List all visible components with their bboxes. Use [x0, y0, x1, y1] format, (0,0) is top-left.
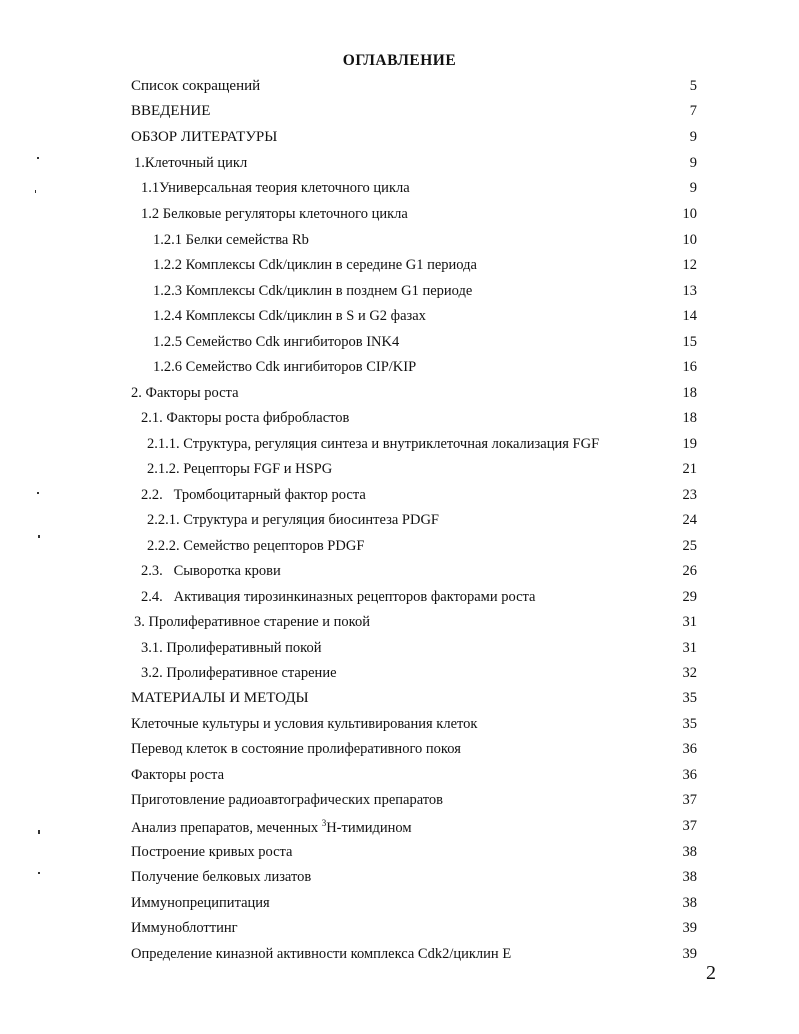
toc-entry-page: 15 — [682, 334, 697, 350]
toc-entry-label: 3. Пролиферативное старение и покой — [134, 614, 370, 630]
toc-entry-label: 2. Факторы роста — [131, 385, 239, 401]
toc-entry-label: МАТЕРИАЛЫ И МЕТОДЫ — [131, 690, 309, 706]
toc-entry-label: Факторы роста — [131, 767, 225, 783]
toc-entry — [0, 818, 799, 840]
toc-entry-page: 38 — [682, 844, 697, 860]
toc-entry — [0, 512, 799, 534]
toc-entry-label: 2.1.1. Структура, регуляция синтеза и внутриклеточная локализация FGF — [147, 436, 600, 452]
toc-entry-label: 1.2.1 Белки семейства Rb — [153, 232, 309, 248]
toc-entry-label: 2.2.2. Семейство рецепторов PDGF — [147, 538, 365, 554]
toc-entry-page: 37 — [682, 818, 697, 834]
toc-entry-label: Иммуноблоттинг — [131, 920, 238, 936]
toc-entry — [0, 589, 799, 611]
toc-entry-label: Список сокращений — [131, 78, 261, 94]
toc-entry — [0, 129, 799, 151]
toc-entry — [0, 614, 799, 636]
toc-entry — [0, 283, 799, 305]
toc-entry-label: 2.1. Факторы роста фибробластов — [141, 410, 350, 426]
toc-entry — [0, 257, 799, 279]
toc-entry — [0, 155, 799, 177]
toc-entry-page: 19 — [682, 436, 697, 452]
toc-entry-label: 2.2. Тромбоцитарный фактор роста — [141, 487, 366, 503]
toc-entry — [0, 436, 799, 458]
toc-entry-label: Определение киназной активности комплекса Cdk2/циклин Е — [131, 946, 512, 962]
toc-entry-page: 9 — [689, 129, 697, 145]
toc-entry-page: 5 — [689, 78, 697, 94]
toc-entry-label: Перевод клеток в состояние пролиферативного покоя — [131, 741, 461, 757]
scan-speck — [37, 157, 39, 159]
toc-entry — [0, 410, 799, 432]
toc-entry-label: Иммунопреципитация — [131, 895, 270, 911]
toc-entry-page: 39 — [682, 946, 697, 962]
toc-entry — [0, 690, 799, 712]
toc-entry — [0, 232, 799, 254]
toc-entry-page: 36 — [682, 741, 697, 757]
toc-entry-page: 25 — [682, 538, 697, 554]
toc-entry-label: 1.2.6 Семейство Cdk ингибиторов CIP/KIP — [153, 359, 417, 375]
toc-entry-page: 38 — [682, 869, 697, 885]
toc-entry — [0, 78, 799, 100]
toc-entry — [0, 869, 799, 891]
toc-entry-page: 10 — [682, 206, 697, 222]
toc-entry — [0, 563, 799, 585]
toc-entry-label: ВВЕДЕНИЕ — [131, 103, 211, 119]
toc-entry — [0, 665, 799, 687]
toc-entry — [0, 844, 799, 866]
toc-entry-page: 38 — [682, 895, 697, 911]
toc-entry-page: 31 — [682, 614, 697, 630]
toc-entry — [0, 487, 799, 509]
toc-entry-label: 2.3. Сыворотка крови — [141, 563, 281, 579]
scan-speck — [37, 492, 39, 494]
toc-entry — [0, 103, 799, 125]
toc-entry-page: 14 — [682, 308, 697, 324]
toc-entry-label: Получение белковых лизатов — [131, 869, 312, 885]
scan-speck — [38, 872, 40, 874]
page-title: ОГЛАВЛЕНИЕ — [342, 52, 457, 69]
toc-entry-label: 1.Клеточный цикл — [134, 155, 248, 171]
toc-entry-page: 35 — [682, 716, 697, 732]
toc-entry-label: Построение кривых роста — [131, 844, 293, 860]
toc-entry-page: 9 — [689, 155, 697, 171]
toc-entry — [0, 359, 799, 381]
toc-entry — [0, 385, 799, 407]
toc-entry-page: 32 — [682, 665, 697, 681]
toc-entry-label: 2.1.2. Рецепторы FGF и HSPG — [147, 461, 333, 477]
toc-entry — [0, 180, 799, 202]
toc-entry — [0, 946, 799, 968]
toc-entry-page: 13 — [682, 283, 697, 299]
toc-entry-page: 31 — [682, 640, 697, 656]
toc-entry-label: 3.2. Пролиферативное старение — [141, 665, 337, 681]
toc-entry-label: 1.2.2 Комплексы Cdk/циклин в середине G1 периода — [153, 257, 477, 273]
toc-entry-page: 10 — [682, 232, 697, 248]
toc-entry-label: ОБЗОР ЛИТЕРАТУРЫ — [131, 129, 278, 145]
toc-entry-page: 39 — [682, 920, 697, 936]
toc-entry — [0, 741, 799, 763]
toc-entry-page: 26 — [682, 563, 697, 579]
toc-entry-label: 1.2.5 Семейство Cdk ингибиторов INK4 — [153, 334, 400, 350]
toc-entry-label: 1.2.3 Комплексы Cdk/циклин в позднем G1 периоде — [153, 283, 473, 299]
page-number: 2 — [706, 962, 716, 984]
toc-entry — [0, 792, 799, 814]
toc-entry-page: 37 — [682, 792, 697, 808]
scan-speck — [38, 535, 40, 538]
toc-entry-page: 7 — [689, 103, 697, 119]
toc-entry-label: 1.1Универсальная теория клеточного цикла — [141, 180, 410, 196]
toc-entry — [0, 206, 799, 228]
toc-entry-label: 1.2.4 Комплексы Cdk/циклин в S и G2 фазах — [153, 308, 426, 324]
toc-entry-page: 12 — [682, 257, 697, 273]
toc-entry-label: Клеточные культуры и условия культивирования клеток — [131, 716, 478, 732]
toc-entry-page: 9 — [689, 180, 697, 196]
toc-entry-label: 2.4. Активация тирозинкиназных рецепторов факторами роста — [141, 589, 536, 605]
toc-entry — [0, 461, 799, 483]
scan-speck — [38, 830, 40, 834]
toc-entry-label: 3.1. Пролиферативный покой — [141, 640, 322, 656]
toc-entry-page: 36 — [682, 767, 697, 783]
toc-entry-page: 16 — [682, 359, 697, 375]
toc-entry-page: 18 — [682, 385, 697, 401]
toc-entry — [0, 920, 799, 942]
toc-entry — [0, 640, 799, 662]
toc-entry — [0, 716, 799, 738]
toc-entry — [0, 538, 799, 560]
toc-entry-page: 24 — [682, 512, 697, 528]
toc-entry — [0, 767, 799, 789]
toc-entry-label: 2.2.1. Структура и регуляция биосинтеза PDGF — [147, 512, 439, 528]
toc-entry-label: 1.2 Белковые регуляторы клеточного цикла — [141, 206, 408, 222]
toc-entry-page: 18 — [682, 410, 697, 426]
toc-entry-label: Приготовление радиоавтографических препаратов — [131, 792, 444, 808]
toc-entry-page: 35 — [682, 690, 697, 706]
toc-entry-page: 23 — [682, 487, 697, 503]
toc-entry — [0, 308, 799, 330]
toc-entry-label: Анализ препаратов, меченных $^3$Н-тимидином — [131, 818, 412, 836]
toc-entry-page: 21 — [682, 461, 697, 477]
toc-entry-page: 29 — [682, 589, 697, 605]
scan-speck — [35, 190, 36, 193]
toc-entry — [0, 334, 799, 356]
toc-entry — [0, 895, 799, 917]
